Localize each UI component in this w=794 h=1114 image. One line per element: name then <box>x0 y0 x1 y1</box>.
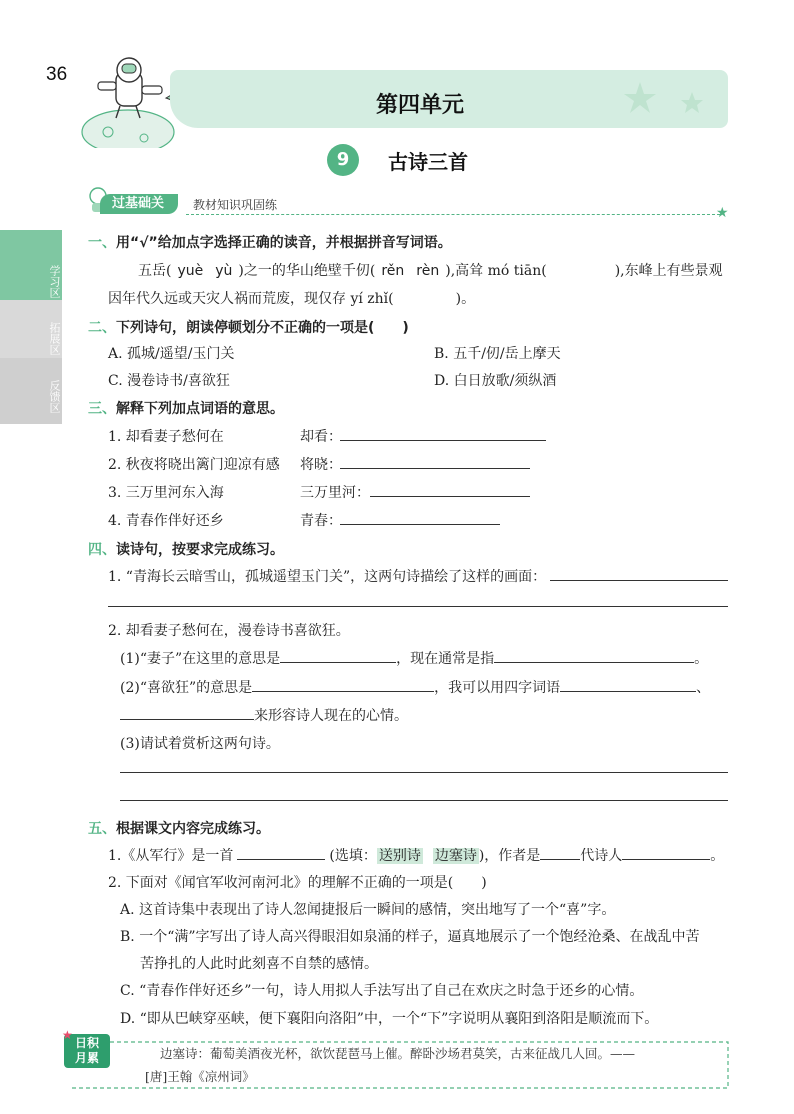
question-5-item-2: 2. 下面对《闻官军收河南河北》的理解不正确的一项是( ) <box>108 875 487 891</box>
answer-line[interactable] <box>550 580 728 581</box>
option-d[interactable]: D. 白日放歌/须纵酒 <box>434 373 557 389</box>
question-3-label: 将晓： <box>300 457 342 473</box>
option-a[interactable]: A. 孤城/遥望/玉门关 <box>108 346 235 362</box>
question-4-sub-1: (1)“妻子”在这里的意思是 ，现在通常是指 。 <box>120 651 709 667</box>
lesson-title: 古诗三首 <box>388 150 468 174</box>
section-subtitle: 教材知识巩固练 <box>193 198 278 212</box>
question-5-item-1: 1.《从军行》是一首 (选填： 送别诗 边塞诗 )，作者是 代诗人 。 <box>108 848 725 864</box>
option-d[interactable]: D. “即从巴峡穿巫峡，便下襄阳向洛阳”中，一个“下”字说明从襄阳到洛阳是顺流而下。 <box>120 1011 659 1027</box>
side-tab-study[interactable]: 学习区 <box>0 230 62 310</box>
side-tab-feedback[interactable]: 反馈区 <box>0 358 62 424</box>
option-b-cont: 苦挣扎的人此时此刻喜不自禁的感情。 <box>140 956 378 972</box>
question-4-title: 四、读诗句，按要求完成练习。 <box>88 542 284 558</box>
option-c[interactable]: C. 漫卷诗书/喜欲狂 <box>108 373 230 389</box>
answer-blank[interactable] <box>560 678 696 692</box>
answer-line[interactable] <box>340 468 530 469</box>
question-4-sub-2: (2)“喜欲狂”的意思是 ，我可以用四字词语 、 <box>120 680 711 696</box>
answer-line[interactable] <box>120 800 728 801</box>
question-3-label: 三万里河： <box>300 485 370 501</box>
question-3-title: 三、解释下列加点词语的意思。 <box>88 401 284 417</box>
question-3-item: 3. 三万里河东入海 <box>108 485 224 501</box>
question-4-item-2: 2. 却看妻子愁何在，漫卷诗书喜欲狂。 <box>108 623 350 639</box>
answer-line[interactable] <box>340 524 500 525</box>
star-icon: ★ <box>62 1028 73 1042</box>
answer-blank[interactable] <box>494 649 694 663</box>
choice-frontier-poem[interactable]: 边塞诗 <box>434 848 477 864</box>
pinyin-option[interactable]: rèn <box>416 263 440 279</box>
choice-farewell-poem[interactable]: 送别诗 <box>378 848 421 864</box>
footer-poem: 边塞诗：葡萄美酒夜光杯，欲饮琵琶马上催。醉卧沙场君莫笑，古来征战几人回。—— <box>160 1046 636 1061</box>
pinyin-option[interactable]: yù <box>215 263 233 279</box>
unit-title: 第四单元 <box>375 93 464 118</box>
answer-line[interactable] <box>108 606 728 607</box>
question-1-line-2: 因年代久远或天灾人祸而荒废，现仅存 yí zhǐ( )。 <box>108 291 476 307</box>
answer-line[interactable] <box>370 496 530 497</box>
option-a[interactable]: A. 这首诗集中表现出了诗人忽闻捷报后一瞬间的感情，突出地写了一个“喜”字。 <box>120 902 616 918</box>
question-1-title: 一、用“√”给加点字选择正确的读音，并根据拼音写词语。 <box>88 235 452 251</box>
question-3-label: 却看： <box>300 429 342 445</box>
answer-line[interactable] <box>340 440 546 441</box>
question-3-item: 4. 青春作伴好还乡 <box>108 513 224 529</box>
question-2-title: 二、下列诗句，朗读停顿划分不正确的一项是( ) <box>88 320 409 336</box>
question-5-title: 五、根据课文内容完成练习。 <box>88 821 270 837</box>
option-b[interactable]: B. 一个“满”字写出了诗人高兴得眼泪如泉涌的样子，逼真地展示了一个饱经沧桑、在战乱中苦 <box>120 929 700 945</box>
question-4-sub-2-cont: 来形容诗人现在的心情。 <box>120 705 408 725</box>
question-1-line-1: 五岳( yuè yù )之一的华山绝壁千仞( rěn rèn ),高耸 mó tiān( ),东峰上有些景观 <box>138 263 723 279</box>
option-c[interactable]: C. “青春作伴好还乡”一句，诗人用拟人手法写出了自己在欢庆之时急于还乡的心情。 <box>120 983 644 999</box>
answer-blank[interactable] <box>280 649 396 663</box>
question-4-sub-3: (3)请试着赏析这两句诗。 <box>120 736 280 752</box>
star-icon: ★ <box>716 205 729 221</box>
answer-blank[interactable] <box>120 706 254 720</box>
section-divider <box>186 214 720 215</box>
question-3-item: 2. 秋夜将晓出篱门迎凉有感 <box>108 457 280 473</box>
page-number: 36 <box>46 64 68 85</box>
section-tag: 过基础关 <box>100 194 178 214</box>
question-3-item: 1. 却看妻子愁何在 <box>108 429 224 445</box>
option-b[interactable]: B. 五千/仞/岳上摩天 <box>434 346 561 362</box>
answer-line[interactable] <box>120 772 728 773</box>
answer-blank[interactable] <box>237 846 325 860</box>
star-decoration <box>610 76 720 126</box>
side-tab-extend[interactable]: 拓展区 <box>0 300 62 366</box>
answer-blank[interactable] <box>622 846 710 860</box>
question-4-item-1: 1. “青海长云暗雪山，孤城遥望玉门关”，这两句诗描绘了这样的画面： <box>108 569 547 585</box>
pinyin-option[interactable]: yuè <box>177 263 204 279</box>
lesson-number-badge: 9 <box>327 144 359 176</box>
pinyin-option[interactable]: rěn <box>381 263 405 279</box>
footer-source: [唐]王翰《凉州词》 <box>145 1069 255 1084</box>
answer-blank[interactable] <box>540 846 580 860</box>
daily-accumulation-tag: 日积 月累 <box>64 1034 110 1068</box>
answer-blank[interactable] <box>252 678 434 692</box>
question-3-label: 青春： <box>300 513 342 529</box>
